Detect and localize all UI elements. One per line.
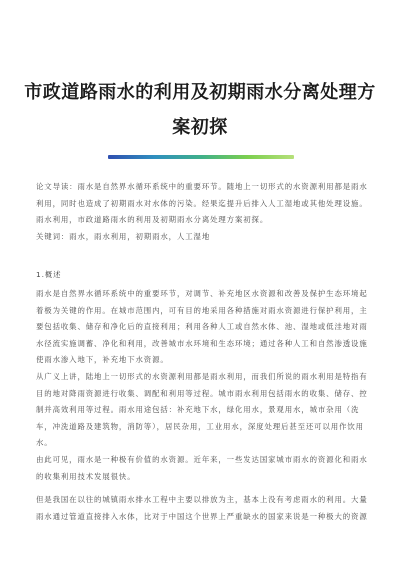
paragraph-line: 车，冲洗道路及建筑物，消防等），居民杂用，工业用水，深度处理后甚至还可以用作饮用 <box>36 421 364 431</box>
paragraph-line: 的收集利用技术发展很快。 <box>36 471 136 481</box>
paragraph-line: 目的地对降雨资源进行收集、调配和利用等过程。城市雨水利用包括雨水的收集、储存、控 <box>36 388 368 398</box>
paragraph-line: 要包括收集、储存和净化后的直接利用；利用各种人工或自然水体、池、湿地或低洼地对雨 <box>36 322 368 331</box>
paragraph-line: 水。 <box>36 438 53 447</box>
intro-line: 雨水利用，市政道路雨水的利用及初期雨水分离处理方案初探。 <box>36 215 269 224</box>
section-heading: 1.概述 <box>36 270 62 279</box>
paragraph-line: 但是我国在以往的城镇雨水排水工程中主要以排放为主，基本上没有考虑雨水的利用。大量 <box>36 495 368 504</box>
paragraph-line: 雨水是自然界水循环系统中的重要环节，对调节、补充地区水资源和改善及保护生态环境起 <box>36 289 368 298</box>
document-title-line-1: 市政道路雨水的利用及初期雨水分离处理方 <box>24 82 376 103</box>
title-divider <box>108 155 294 159</box>
paragraph-line: 使雨水渗入地下，补充地下水资源。 <box>36 355 169 364</box>
paragraph-line: 着极为关键的作用。在城市范围内，可有目的地采用各种措施对雨水资源进行保护利用，主 <box>36 305 368 315</box>
paragraph-line: 制并高效利用等过程。雨水用途包括：补充地下水，绿化用水，景观用水，城市杂用（洗 <box>36 405 360 414</box>
keywords-line: 关键词：雨水，雨水利用，初期雨水，人工湿地 <box>36 231 211 241</box>
intro-paragraph <box>36 179 370 245</box>
paragraph-line: 由此可见，雨水是一种极有价值的水资源。近年来，一些发达国家城市雨水的资源化和雨水 <box>36 455 368 464</box>
intro-line: 论文导读：雨水是自然界水循环系统中的重要环节。随地上一切形式的水资源利用都是雨水 <box>36 182 368 191</box>
paragraph-3 <box>36 452 370 485</box>
paragraph-1 <box>36 286 370 369</box>
paragraph-line: 水径流实施调蓄、净化和利用，改善城市水环境和生态环境；通过各种人工和自然渗透设施 <box>36 338 368 348</box>
intro-line: 利用，同时也造成了初期雨水对水体的污染。经果迄提升后排入人工湿地或其他处理设施。 <box>36 198 368 208</box>
paragraph-2 <box>36 369 370 452</box>
document-title-line-2: 案初探 <box>172 117 228 138</box>
paragraph-line: 从广义上讲，陆地上一切形式的水资源利用都是雨水利用，而我们所说的雨水利用是特指有 <box>36 372 368 381</box>
paragraph-line: 雨水通过管道直接排入水体，比对于中国这个世界上严重缺水的国家来说是一种极大的资源 <box>36 511 368 521</box>
paragraph-4 <box>36 492 370 525</box>
